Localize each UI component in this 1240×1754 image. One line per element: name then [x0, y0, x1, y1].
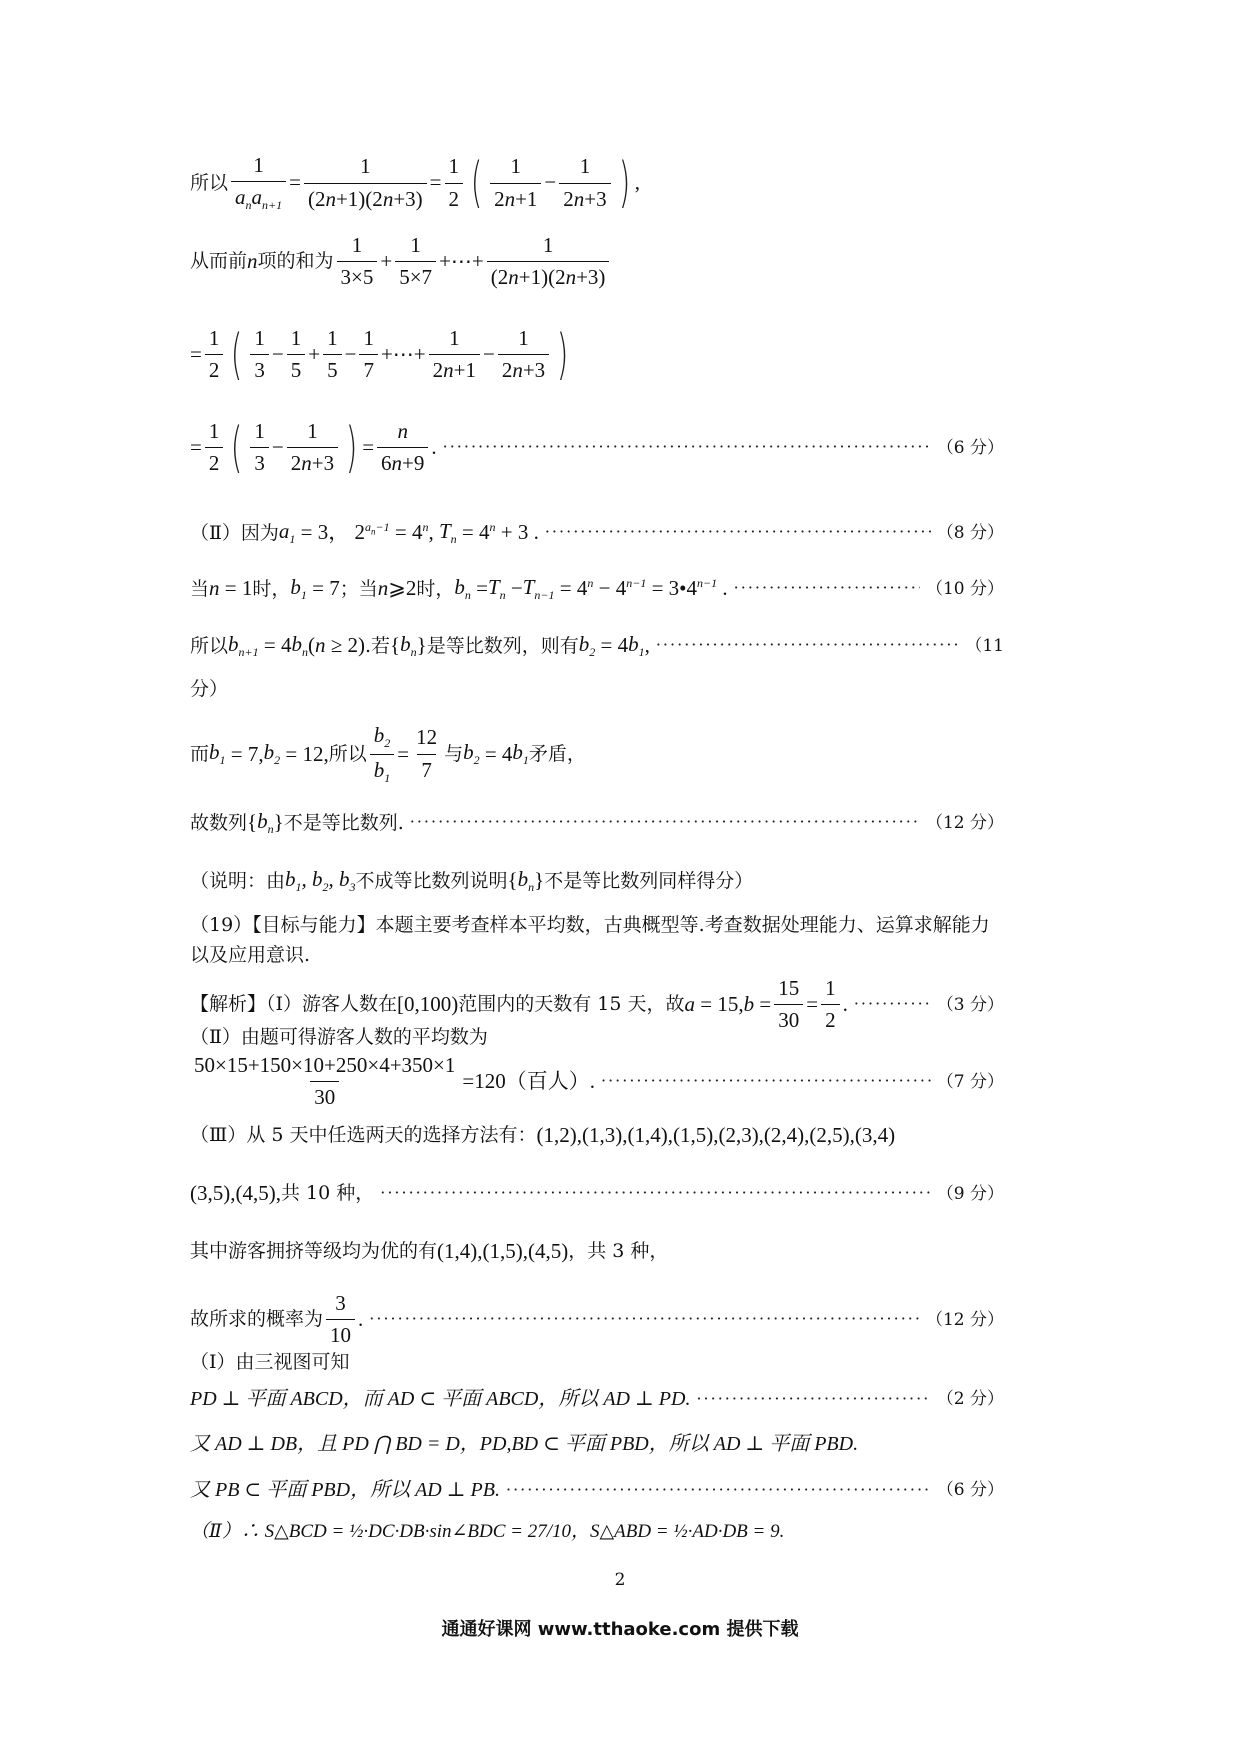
text: 是等比数列，则有 [426, 634, 579, 657]
score-label: （9 分） [936, 1183, 1004, 1204]
text: （Ⅱ）因为 [190, 521, 279, 544]
text: 当 [190, 577, 210, 600]
score-label: （3 分） [936, 994, 1004, 1015]
numerator: 50×15+150×10+250×4+350×1 [194, 1053, 456, 1077]
pairs-list: (3,5),(4,5), [190, 1181, 281, 1205]
fraction: $\frac{1}{3\times 5}$ [337, 232, 378, 292]
text: 故所求的概率为 [190, 1308, 324, 1331]
text: 共 10 种， [280, 1182, 375, 1205]
text: （Ⅱ）由题可得游客人数的平均数为 [190, 1026, 488, 1048]
text: 与 [444, 742, 464, 765]
text: 从而前 [190, 250, 248, 273]
eq-line-20 [190, 1386, 1004, 1412]
leader-dots [369, 1309, 920, 1330]
text: 时， [252, 577, 291, 600]
eq-line-21 [190, 1431, 1004, 1457]
leader-dots [601, 1071, 931, 1092]
leader-dots [734, 578, 920, 599]
text: 又 PB ⊂ 平面 PBD，所以 AD ⊥ PB. [190, 1479, 500, 1501]
eq-line-18: 故所求的概率为 $\frac{3}{10}$ . ····· （12 分） [190, 1290, 1004, 1350]
leader-dots [443, 437, 931, 458]
score-label: （10 分） [925, 578, 1004, 599]
leader-dots [696, 1389, 930, 1410]
text: 分） [190, 678, 229, 700]
score-label: （6 分） [936, 437, 1004, 458]
score-label: （12 分） [925, 812, 1004, 833]
text: 范围内的天数有 15 天，故 [458, 993, 685, 1016]
leader-dots [380, 1183, 931, 1204]
text: 其中游客拥挤等级均为优的有 [190, 1240, 438, 1263]
eq-line-15 [190, 1122, 1004, 1149]
text: 又 AD ⊥ DB，且 PD ⋂ BD = D，PD,BD ⊂ 平面 PBD，所以 AD ⊥ 平面 PBD. [190, 1433, 859, 1455]
leader-dots [410, 812, 920, 833]
eq-line-3: = $\frac{1}{2}$ ( $\frac{1}{3}$ − $\frac{1}{5}$ + $\frac{1}{5}$ − $\frac{1}{7}$ +⋯+ $\frac{1}{2n+1}$ − $\frac{1}{2n+3}$ ) [190, 322, 569, 386]
text: （19）【目标与能力】本题主要考查样本平均数，古典概型等.考查数据处理能力、运算求解能力以及应用意识. [190, 914, 990, 967]
text: 矛盾， [528, 742, 586, 765]
fraction: $\frac{1}{2}$ [445, 153, 464, 213]
section-19-intro [190, 910, 1004, 971]
fraction: $\frac{1}{(2n+1)(2n+3)}$ [304, 153, 427, 213]
leader-dots [545, 522, 931, 543]
fraction: $\frac{1}{(2n+1)(2n+3)}$ [487, 232, 610, 292]
eq-line-1: 所以 $\frac{1}{a_na_{n+1}}$ = $\frac{1}{(2n+1)(2n+3)}$ = $\frac{1}{2}$ ( $\frac{1}{2n+1}$ − $\frac{1}{2n+3}$ ) , [190, 151, 640, 215]
text: 所以 [190, 634, 229, 657]
text: 不是等比数列. [283, 811, 404, 834]
eq-line-22 [190, 1477, 1004, 1503]
text: ，共 3 种， [568, 1240, 669, 1263]
eq-line-19 [190, 1350, 1004, 1375]
text: （Ⅱ）∴ S△BCD = ½·DC·DB·sin∠BDC = 27/10，S△ABD = ½·AD·DB = 9. [190, 1521, 785, 1542]
text: 而 [190, 742, 210, 765]
page-number: 2 [614, 1570, 626, 1590]
footer-watermark: 通通好课网 www.tthaoke.com 提供下载 [441, 1619, 799, 1640]
eq-line-5: （Ⅱ）因为 $a_1$ = 3， $2^{a_n-1} = 4^n$, $T_n$ = $4^n + 3$ . ····· （8 分） [190, 518, 1004, 548]
fraction: $\frac{1}{a_na_{n+1}}$ [231, 152, 286, 214]
score-label: （7 分） [936, 1071, 1004, 1092]
score-label: （8 分） [936, 522, 1004, 543]
denominator: 30 [310, 1081, 339, 1111]
fraction: $\frac{1}{2n+3}$ [559, 153, 610, 213]
eq-line-2: 从而前 n 项的和为 $\frac{1}{3\times 5}$ + $\frac{1}{5\times 7}$ +⋯+ $\frac{1}{(2n+1)(2n+3)}$ [190, 232, 1004, 292]
text: （说明：由 [190, 869, 286, 892]
text: （Ⅰ）由三视图可知 [190, 1351, 350, 1373]
eq-line-23 [190, 1520, 1004, 1545]
eq-line-9: 故数列 { $b_n$ } 不是等比数列. ····· （12 分） [190, 808, 1004, 838]
eq-line-8: 而 $b_1$ = 7, $b_2$ = 12, 所以 $\frac{b_2}{b_1}$ = $\frac{12}{7}$ 与 $b_2$ = 4 $b_1$ 矛盾， [190, 723, 586, 785]
score-label: （6 分） [936, 1479, 1004, 1500]
text: 故数列 [190, 811, 248, 834]
text: 不成等比数列说明 [355, 869, 508, 892]
eq-line-14 [190, 1052, 1004, 1112]
eq-line-7: 所以 $b_{n+1}$ = 4 $b_n$ ( n ≥ 2) .若 { $b_n$ } 是等比数列，则有 $b_2$ = 4 $b_1$ , ····· （11 [190, 631, 1004, 661]
eq-line-6: 当 n = 1 时， $b_1$ = 7 ；当 n ⩾2 时， $b_n$ = $T_n$ − $T_{n-1}$ = $4^n - 4^{n-1}$ = $3•4^{n-1}$ . ····· （10 分） [190, 574, 1004, 604]
score-label: （2 分） [936, 1388, 1004, 1409]
eq-line-17 [190, 1238, 1004, 1265]
text: 项的和为 [257, 250, 334, 273]
eq-prefix: 所以 [190, 171, 229, 194]
eq-line-13 [190, 1025, 1004, 1050]
variable: n [247, 249, 258, 274]
text: 【解析】（Ⅰ）游客人数在 [190, 993, 398, 1016]
text: ；当 [339, 577, 378, 600]
text: 所以 [328, 742, 367, 765]
score-label: （12 分） [925, 1309, 1004, 1330]
text: 不是等比数列同样得分） [544, 869, 754, 892]
eq-line-16 [190, 1180, 1004, 1207]
leader-dots [506, 1480, 931, 1501]
eq-line-10: （说明：由 $b_1$, $b_2$, $b_3$ 不成等比数列说明 { $b_n$ } 不是等比数列同样得分） [190, 867, 754, 895]
text: （Ⅲ）从 5 天中任选两天的选择方法有： [190, 1124, 537, 1147]
text: PD ⊥ 平面 ABCD，而 AD ⊂ 平面 ABCD，所以 AD ⊥ PD. [190, 1388, 691, 1410]
eq-line-7-cont [190, 677, 1004, 702]
pairs-list: (1,4),(1,5),(4,5) [437, 1239, 569, 1263]
text: 时， [416, 577, 455, 600]
result: =120（百人）. [462, 1069, 595, 1094]
fraction: $\frac{1}{2n+1}$ [490, 153, 541, 213]
leader-dots [854, 994, 931, 1015]
eq-line-12: 【解析】（Ⅰ）游客人数在 [0,100) 范围内的天数有 15 天，故 a = 15, b = $\frac{15}{30}$ = $\frac{1}{2}$ . ····· （3 分） [190, 975, 1004, 1035]
text: .若 [365, 634, 391, 657]
fraction: $\frac{1}{5\times 7}$ [395, 232, 436, 292]
score-label: （11 [965, 635, 1004, 656]
eq-line-4: = $\frac{1}{2}$ ( $\frac{1}{3}$ − $\frac{1}{2n+3}$ ) = $\frac{n}{6n+9}$ . ····· （6 分） [190, 418, 1004, 478]
leader-dots [656, 635, 960, 656]
pairs-list: (1,2),(1,3),(1,4),(1,5),(2,3),(2,4),(2,5),(3,4) [536, 1123, 896, 1147]
